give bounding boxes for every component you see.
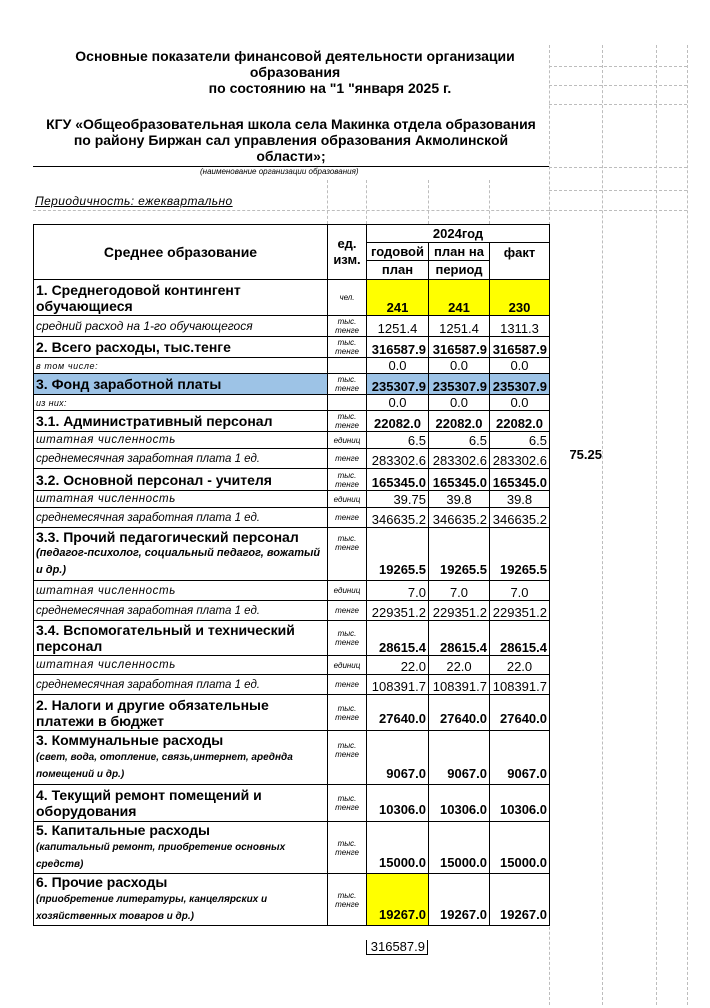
org-line-1: КГУ «Общеобразовательная школа села Макинка отдела образования xyxy=(46,116,536,132)
row-label: среднемесячная заработная плата 1 ед. xyxy=(34,675,328,695)
period-plan-value: 7.0 xyxy=(429,581,490,601)
fact-value: 283302.6 xyxy=(490,449,550,469)
row-label: 2. Налоги и другие обязательные платежи в бюджет xyxy=(34,695,328,731)
fact-value: 28615.4 xyxy=(490,621,550,656)
row-label: 2. Всего расходы, тыс.тенге xyxy=(34,337,328,358)
row-unit: единиц xyxy=(328,491,367,508)
period-plan-value: 15000.0 xyxy=(429,822,490,874)
fact-value: 22082.0 xyxy=(490,411,550,432)
table-row xyxy=(34,785,550,822)
annual-plan-value: 346635.2 xyxy=(367,508,429,528)
annual-plan-value: 15000.0 xyxy=(367,822,429,874)
row-unit: тенге xyxy=(328,675,367,695)
period-plan-value: 39.8 xyxy=(429,491,490,508)
period-plan-value: 19267.0 xyxy=(429,874,490,926)
table-row xyxy=(34,601,550,621)
annual-plan-value: 1251.4 xyxy=(367,316,429,337)
period-plan-value: 229351.2 xyxy=(429,601,490,621)
annual-plan-header-1: годовой xyxy=(367,243,429,261)
title-line-3: по состоянию на "1 "января 2025 г. xyxy=(208,80,452,96)
table-row xyxy=(34,491,550,508)
row-unit: тыс. тенге xyxy=(328,374,367,395)
row-unit: тыс. тенге xyxy=(328,874,367,926)
unit-header-line-2: изм. xyxy=(333,252,361,267)
row-unit: тыс. тенге xyxy=(328,785,367,822)
table-row xyxy=(34,395,550,411)
fact-value: 235307.9 xyxy=(490,374,550,395)
period-plan-value: 0.0 xyxy=(429,395,490,411)
table-row xyxy=(34,374,550,395)
table-row xyxy=(34,411,550,432)
period-plan-value: 10306.0 xyxy=(429,785,490,822)
table-row xyxy=(34,449,550,469)
annual-plan-value: 6.5 xyxy=(367,432,429,449)
fact-value: 165345.0 xyxy=(490,469,550,491)
table-row xyxy=(34,508,550,528)
table-row xyxy=(34,731,550,785)
table-row xyxy=(34,695,550,731)
annual-plan-value: 229351.2 xyxy=(367,601,429,621)
unit-header-line-1: ед. xyxy=(337,236,357,251)
fact-value: 1311.3 xyxy=(490,316,550,337)
row-label: 5. Капитальные расходы xyxy=(36,822,210,838)
row-label-cell xyxy=(34,731,328,785)
row-sublabel: (свет, вода, отопление, связь,интернет, аредндa помещений и др.) xyxy=(36,752,293,780)
row-unit: тенге xyxy=(328,449,367,469)
period-plan-value: 346635.2 xyxy=(429,508,490,528)
row-unit: тыс. тенге xyxy=(328,469,367,491)
period-plan-value: 0.0 xyxy=(429,358,490,374)
table-row xyxy=(34,469,550,491)
row-label: в том числе: xyxy=(34,358,328,374)
table-row xyxy=(34,656,550,675)
table-row xyxy=(34,581,550,601)
row-unit: тыс. тенге xyxy=(328,528,367,581)
annual-plan-value: 316587.9 xyxy=(367,337,429,358)
annual-plan-value: 0.0 xyxy=(367,358,429,374)
extra-staff-value: 75.25 xyxy=(569,447,602,462)
period-plan-value: 6.5 xyxy=(429,432,490,449)
annual-plan-value: 27640.0 xyxy=(367,695,429,731)
fact-value: 19265.5 xyxy=(490,528,550,581)
row-sublabel: (приобретение литературы, канцелярских и хозяйственных товаров и др.) xyxy=(36,894,268,922)
row-unit: чел. xyxy=(328,280,367,316)
row-label: 3.1. Административный персонал xyxy=(34,411,328,432)
title-line-1: Основные показатели финансовой деятельности организации xyxy=(75,48,515,64)
row-unit: единиц xyxy=(328,432,367,449)
row-unit: тыс. тенге xyxy=(328,316,367,337)
period-plan-value: 28615.4 xyxy=(429,621,490,656)
fact-value: 22.0 xyxy=(490,656,550,675)
table-row xyxy=(34,675,550,695)
annual-plan-value: 0.0 xyxy=(367,395,429,411)
title-line-2: образования xyxy=(249,64,341,80)
fact-value: 346635.2 xyxy=(490,508,550,528)
annual-plan-value: 9067.0 xyxy=(367,731,429,785)
fact-value: 108391.7 xyxy=(490,675,550,695)
fact-value: 7.0 xyxy=(490,581,550,601)
period-plan-value: 27640.0 xyxy=(429,695,490,731)
row-unit: тыс. тенге xyxy=(328,731,367,785)
row-unit: единиц xyxy=(328,656,367,675)
organization-caption: (наименование организации образования) xyxy=(200,167,359,176)
unit-column-header xyxy=(328,225,367,280)
row-sublabel: (педагог-психолог, социальный педагог, вожатый и др.) xyxy=(36,547,321,576)
period-plan-value: 22.0 xyxy=(429,656,490,675)
period-plan-value: 108391.7 xyxy=(429,675,490,695)
row-label: штатная численность xyxy=(34,491,328,508)
row-unit: единиц xyxy=(328,581,367,601)
table-row xyxy=(34,337,550,358)
report-title xyxy=(40,48,550,96)
row-unit: тыс. тенге xyxy=(328,411,367,432)
table-row xyxy=(34,528,550,581)
row-label: 4. Текущий ремонт помещений и оборудования xyxy=(34,785,328,822)
annual-plan-value: 7.0 xyxy=(367,581,429,601)
row-label: 3.2. Основной персонал - учителя xyxy=(34,469,328,491)
row-label: из них: xyxy=(34,395,328,411)
row-label: 3. Коммунальные расходы xyxy=(36,732,224,748)
period-plan-value: 283302.6 xyxy=(429,449,490,469)
financial-indicators-table xyxy=(33,224,550,926)
table-row xyxy=(34,316,550,337)
annual-plan-header-2: план xyxy=(367,261,429,280)
fact-value: 229351.2 xyxy=(490,601,550,621)
row-unit: тыс. тенге xyxy=(328,822,367,874)
row-label: средний расход на 1-го обучающегося xyxy=(34,316,328,337)
fact-value: 15000.0 xyxy=(490,822,550,874)
period-plan-value: 19265.5 xyxy=(429,528,490,581)
annual-plan-value: 39.75 xyxy=(367,491,429,508)
annual-plan-value: 19265.5 xyxy=(367,528,429,581)
row-unit: тыс. тенге xyxy=(328,621,367,656)
row-label: 3. Фонд заработной платы xyxy=(34,374,328,395)
row-label: штатная численность xyxy=(34,432,328,449)
row-label: среднемесячная заработная плата 1 ед. xyxy=(34,601,328,621)
year-header: 2024год xyxy=(367,225,550,243)
period-plan-value: 22082.0 xyxy=(429,411,490,432)
fact-value: 19267.0 xyxy=(490,874,550,926)
organization-name xyxy=(33,116,549,164)
fact-value: 0.0 xyxy=(490,395,550,411)
row-label: 3.3. Прочий педагогический персонал xyxy=(36,529,299,545)
table-row xyxy=(34,822,550,874)
row-label-cell xyxy=(34,822,328,874)
row-label-cell xyxy=(34,528,328,581)
period-plan-header-2: период xyxy=(429,261,490,280)
row-label-cell xyxy=(34,874,328,926)
period-plan-value: 316587.9 xyxy=(429,337,490,358)
table-row xyxy=(34,621,550,656)
annual-plan-value: 19267.0 xyxy=(367,874,429,926)
annual-plan-value: 22082.0 xyxy=(367,411,429,432)
fact-header: факт xyxy=(490,243,550,280)
fact-value: 27640.0 xyxy=(490,695,550,731)
row-unit: тыс. тенге xyxy=(328,337,367,358)
period-plan-value: 9067.0 xyxy=(429,731,490,785)
row-unit: тенге xyxy=(328,508,367,528)
fact-value: 39.8 xyxy=(490,491,550,508)
org-line-2: по району Биржан сал управления образования Акмолинской xyxy=(73,132,509,148)
row-unit xyxy=(328,395,367,411)
period-plan-value: 241 xyxy=(429,280,490,316)
row-label: 1. Среднегодовой контингент обучающиеся xyxy=(34,280,328,316)
column-title: Среднее образование xyxy=(34,225,328,280)
table-row xyxy=(34,874,550,926)
row-label: штатная численность xyxy=(34,656,328,675)
period-plan-value: 235307.9 xyxy=(429,374,490,395)
footer-total: 316587.9 xyxy=(366,940,428,955)
fact-value: 10306.0 xyxy=(490,785,550,822)
row-label: 6. Прочие расходы xyxy=(36,874,168,890)
table-row xyxy=(34,358,550,374)
fact-value: 9067.0 xyxy=(490,731,550,785)
row-label: 3.4. Вспомогательный и технический персонал xyxy=(34,621,328,656)
row-unit xyxy=(328,358,367,374)
annual-plan-value: 108391.7 xyxy=(367,675,429,695)
periodicity-label: Периодичность: ежеквартально xyxy=(35,194,233,208)
fact-value: 6.5 xyxy=(490,432,550,449)
annual-plan-value: 241 xyxy=(367,280,429,316)
row-unit: тенге xyxy=(328,601,367,621)
annual-plan-value: 165345.0 xyxy=(367,469,429,491)
annual-plan-value: 283302.6 xyxy=(367,449,429,469)
table-row xyxy=(34,280,550,316)
table-row xyxy=(34,432,550,449)
org-line-3: области»; xyxy=(256,148,326,164)
period-plan-value: 165345.0 xyxy=(429,469,490,491)
row-label: штатная численность xyxy=(34,581,328,601)
annual-plan-value: 10306.0 xyxy=(367,785,429,822)
annual-plan-value: 28615.4 xyxy=(367,621,429,656)
fact-value: 230 xyxy=(490,280,550,316)
fact-value: 316587.9 xyxy=(490,337,550,358)
row-unit: тыс. тенге xyxy=(328,695,367,731)
row-label: среднемесячная заработная плата 1 ед. xyxy=(34,449,328,469)
period-plan-header-1: план на xyxy=(429,243,490,261)
annual-plan-value: 22.0 xyxy=(367,656,429,675)
fact-value: 0.0 xyxy=(490,358,550,374)
period-plan-value: 1251.4 xyxy=(429,316,490,337)
row-sublabel: (капитальный ремонт, приобретение основных средств) xyxy=(36,842,286,870)
row-label: среднемесячная заработная плата 1 ед. xyxy=(34,508,328,528)
annual-plan-value: 235307.9 xyxy=(367,374,429,395)
